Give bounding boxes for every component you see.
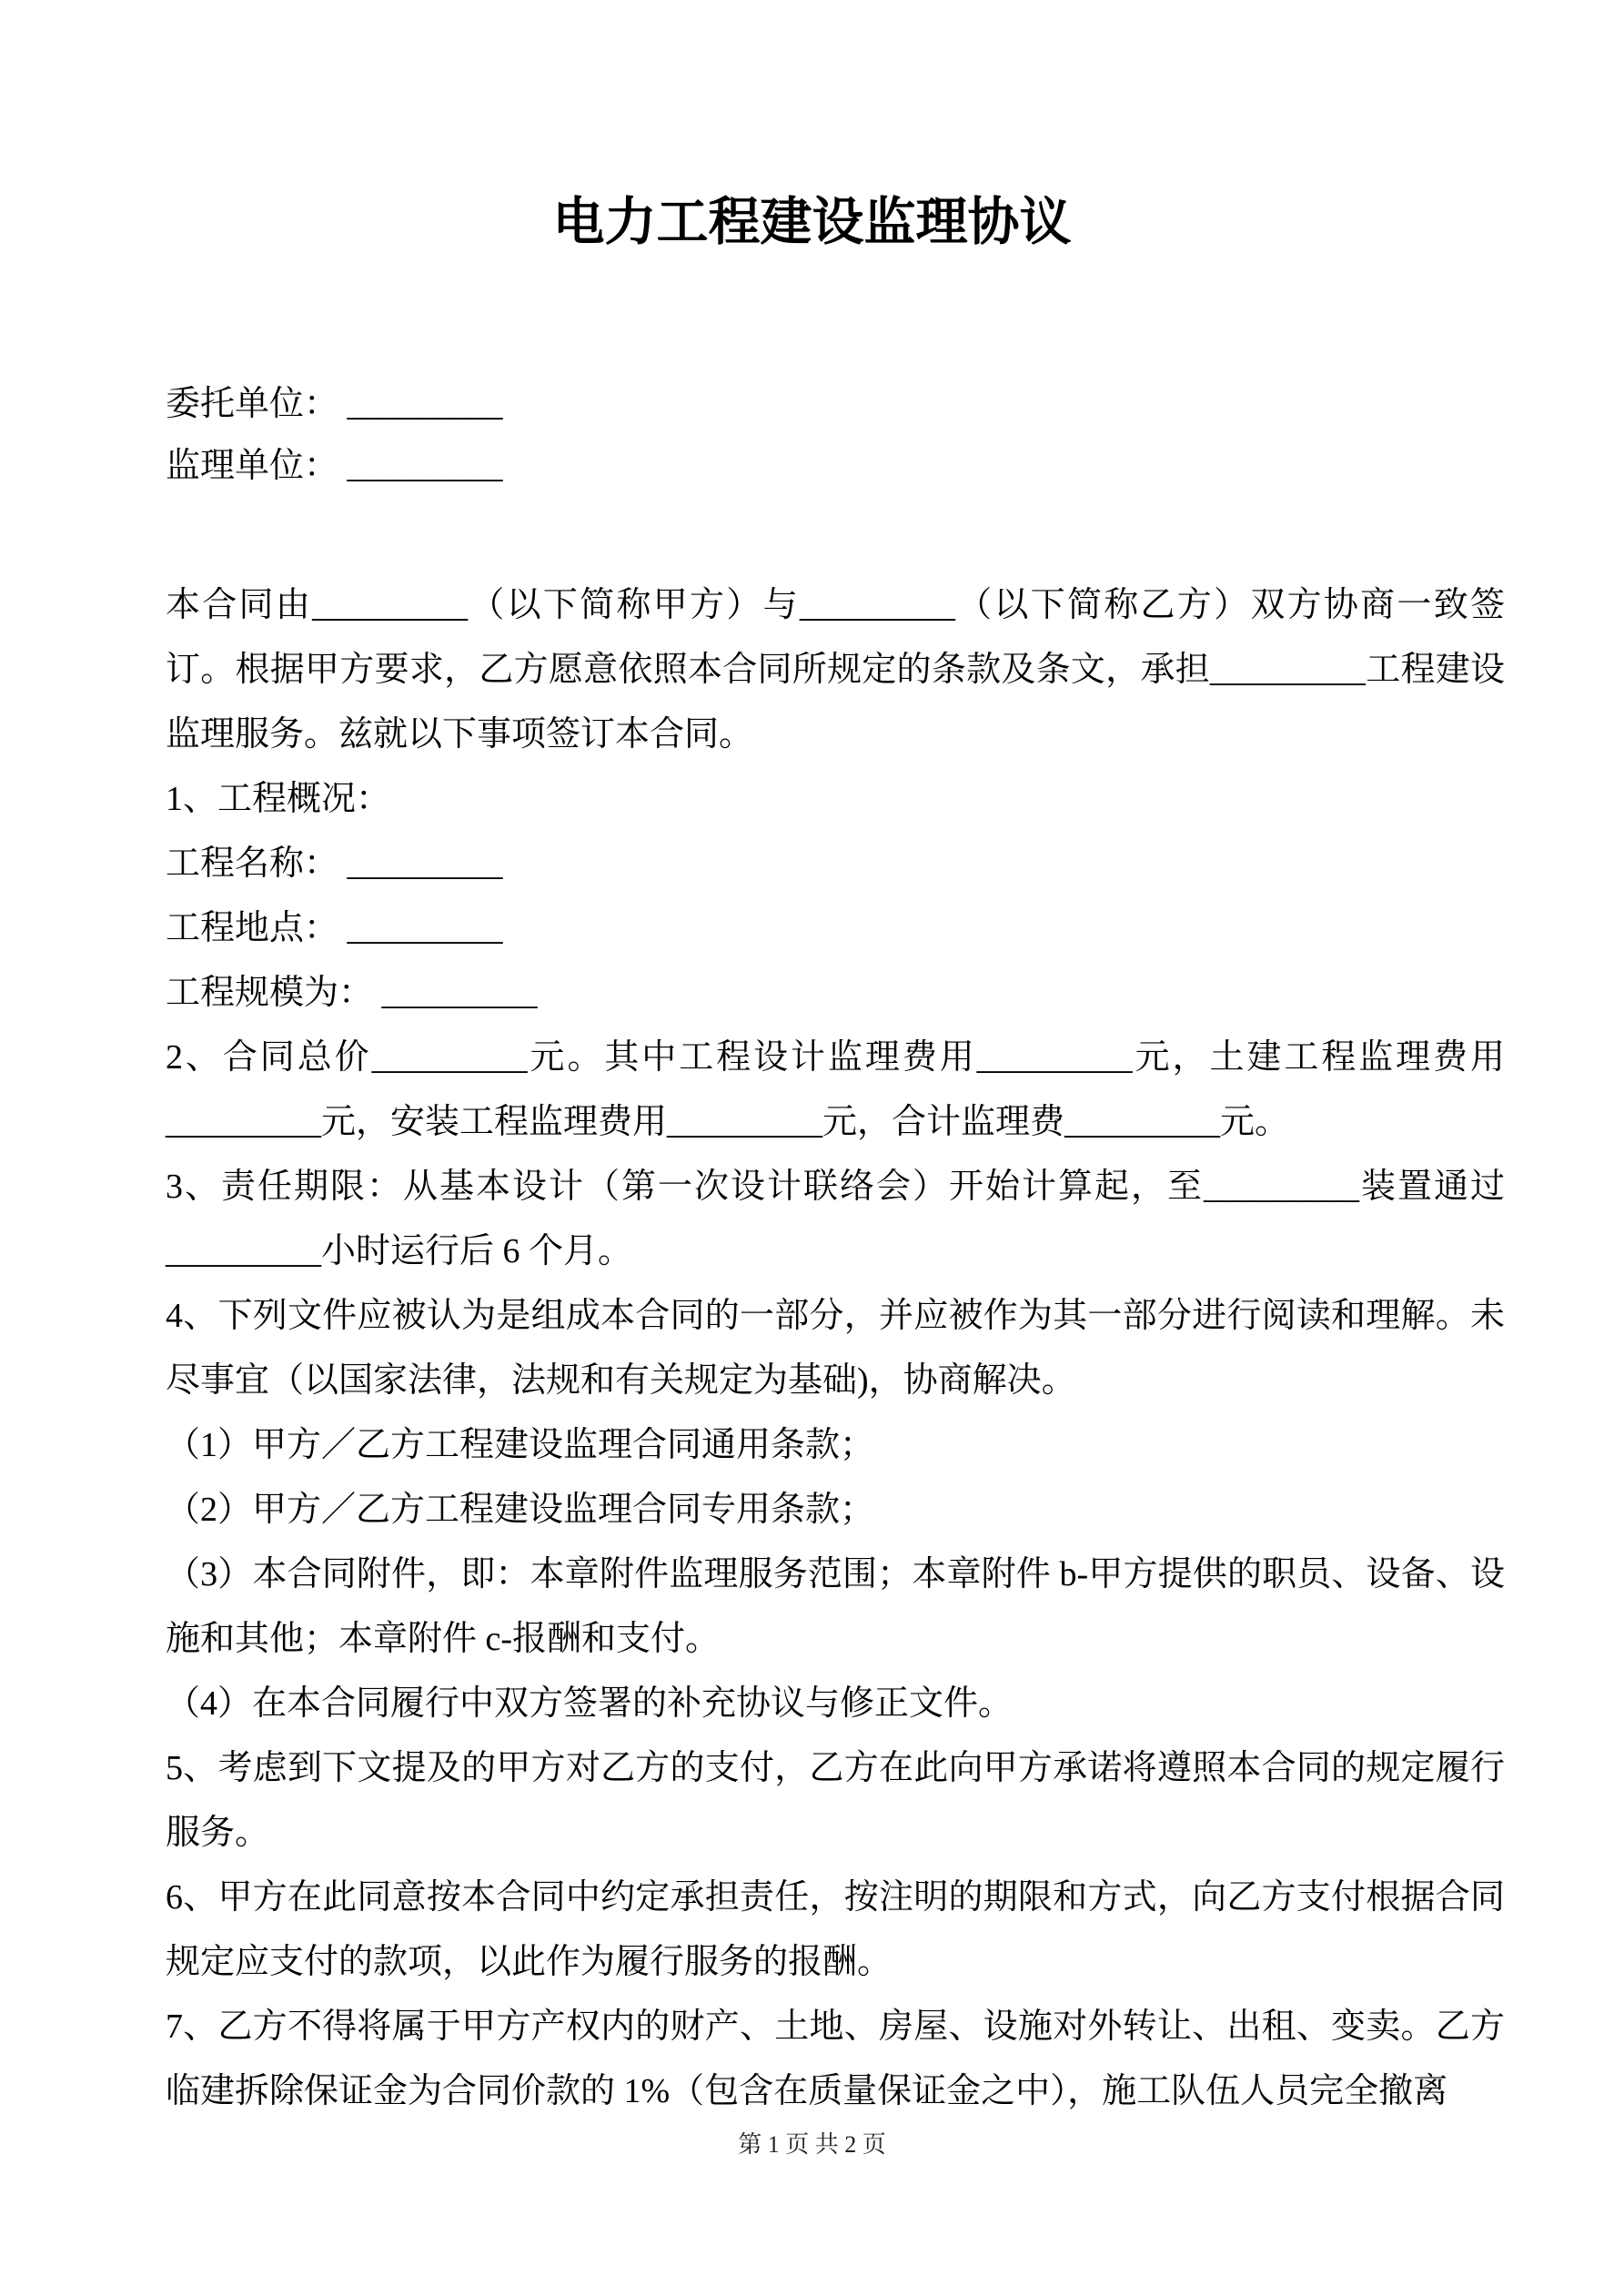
clause-4-item-1: （1）甲方／乙方工程建设监理合同通用条款； xyxy=(166,1426,875,1465)
clause-4-item-2: （2）甲方／乙方工程建设监理合同专用条款； xyxy=(166,1491,875,1530)
clause-6-party-a-obligation: 6、甲方在此同意按本合同中约定承担责任，按注明的期限和方式，向乙方支付根据合同规定应支付的款项，以此作为履行服务的报酬。 xyxy=(166,1878,1505,1982)
document-title: 电力工程建设监理协议 xyxy=(552,194,1072,251)
header-fields xyxy=(0,373,1624,497)
client-unit-field: 委托单位： _________ xyxy=(166,385,503,424)
clause-4-item-4: （4）在本合同履行中双方签署的补充协议与修正文件。 xyxy=(166,1684,1014,1724)
project-location-field: 工程地点： _________ xyxy=(166,909,503,948)
page-number-footer: 第 1 页 共 2 页 xyxy=(738,2131,886,2158)
clause-2-contract-price: 2、合同总价_________元。其中工程设计监理费用_________元，土建工程监理费用_________元，安装工程监理费用_________元，合计监理费_________元。 xyxy=(166,1038,1505,1142)
supervision-unit-field: 监理单位： _________ xyxy=(166,447,503,486)
clause-3-liability-period: 3、责任期限：从基本设计（第一次设计联络会）开始计算起，至_________装置通过_________小时运行后 6 个月。 xyxy=(166,1168,1505,1271)
project-scale-field: 工程规模为： _________ xyxy=(166,974,538,1013)
clause-5-payment-promise: 5、考虑到下文提及的甲方对乙方的支付，乙方在此向甲方承诺将遵照本合同的规定履行服务。 xyxy=(166,1749,1505,1853)
clause-4-documents: 4、下列文件应被认为是组成本合同的一部分，并应被作为其一部分进行阅读和理解。未尽事宜（以国家法律，法规和有关规定为基础)，协商解决。 xyxy=(166,1297,1505,1401)
document-body xyxy=(0,573,1624,2124)
paragraph-intro: 本合同由_________（以下简称甲方）与_________（以下简称乙方）双方协商一致签订。根据甲方要求，乙方愿意依照本合同所规定的条款及条文，承担_________工程建设监理服务。兹就以下事项签订本合同。 xyxy=(166,586,1505,754)
clause-1-heading: 1、工程概况： xyxy=(166,780,391,819)
project-name-field: 工程名称： _________ xyxy=(166,845,503,884)
clause-4-item-3: （3）本合同附件，即：本章附件监理服务范围；本章附件 b-甲方提供的职员、设备、设施和其他；本章附件 c-报酬和支付。 xyxy=(166,1555,1505,1659)
clause-7-property-restriction: 7、乙方不得将属于甲方产权内的财产、土地、房屋、设施对外转让、出租、变卖。乙方临建拆除保证金为合同价款的 1%（包含在质量保证金之中），施工队伍人员完全撤离 xyxy=(166,2008,1505,2111)
